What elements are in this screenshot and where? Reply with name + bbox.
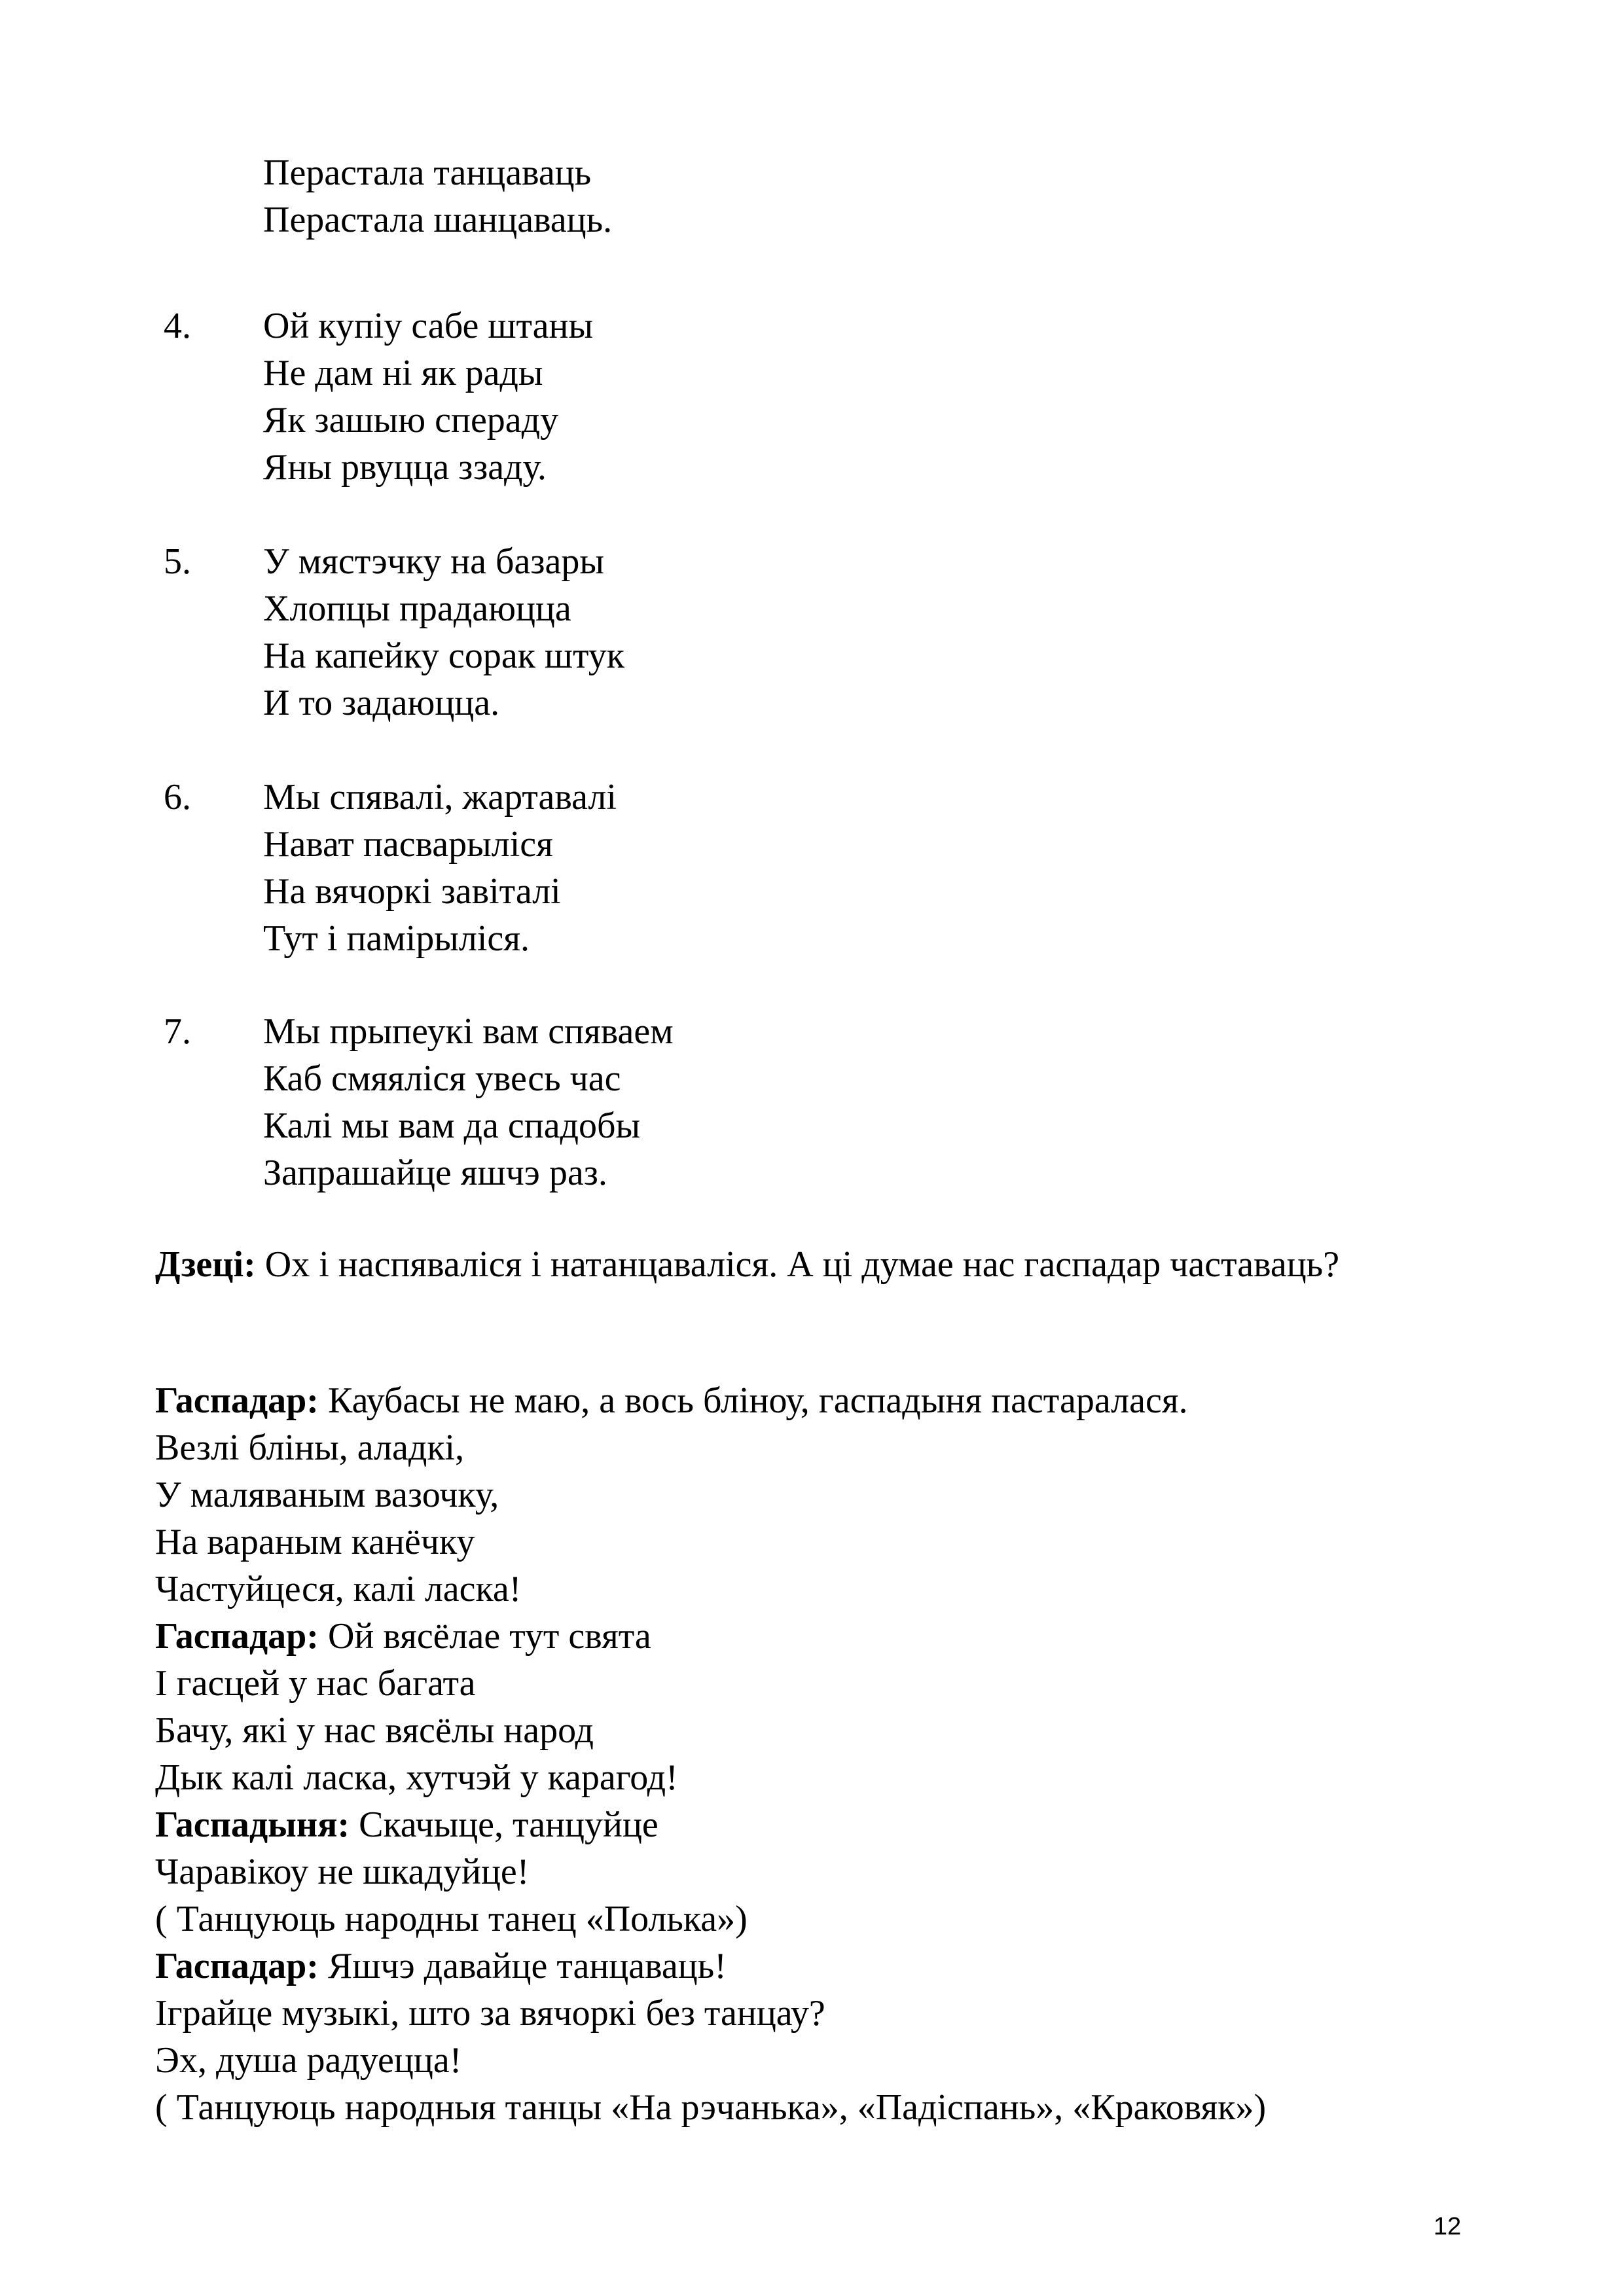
dialogue-paragraph xyxy=(155,1241,1470,1288)
verse-line: У мястэчку на базары xyxy=(263,541,604,582)
page-number: 12 xyxy=(1434,2213,1462,2240)
dialogue-text: Чаравікоу не шкадуйце! xyxy=(155,1852,530,1892)
speaker-label: Гаспадар: xyxy=(155,1380,319,1421)
verse-line: Хлопцы прадаюцца xyxy=(263,588,571,629)
dialogue-text: І гасцей у нас багата xyxy=(155,1663,476,1704)
speaker-label: Гаспадыня: xyxy=(155,1804,350,1845)
dialogue-intro xyxy=(155,1241,1470,1288)
verse-line: Перастала шанцаваць. xyxy=(263,200,613,240)
dialogue-line xyxy=(155,1471,1266,1518)
dialogue-line xyxy=(155,1518,1266,1566)
dialogue-text: Ой вясёлае тут свята xyxy=(318,1616,651,1657)
speaker-label: Дзеці: xyxy=(155,1244,256,1285)
verse-line: Калі мы вам да спадобы xyxy=(263,1105,641,1146)
dialogue-line xyxy=(155,1377,1266,1424)
dialogue-line xyxy=(155,1707,1266,1754)
dialogue-text: Дык калі ласка, хутчэй у карагод! xyxy=(155,1757,678,1798)
dialogue-line xyxy=(155,1943,1266,1990)
dialogue-text: Частуйцеся, калі ласка! xyxy=(155,1569,522,1609)
dialogue-line xyxy=(155,1848,1266,1895)
dialogue-text: На вараным канёчку xyxy=(155,1522,475,1562)
dialogue-text: Бачу, які у нас вясёлы народ xyxy=(155,1710,594,1751)
speaker-label: Гаспадар: xyxy=(155,1616,319,1657)
dialogue-text: Эх, душа радуецца! xyxy=(155,2040,462,2081)
stage-direction xyxy=(155,2084,1266,2131)
dialogue-line xyxy=(155,1613,1266,1660)
stanza-number: 4. xyxy=(164,306,191,346)
dialogue-line xyxy=(155,1566,1266,1613)
verse-line: На вячоркі завіталі xyxy=(263,871,561,912)
dialogue-line xyxy=(155,1660,1266,1707)
dialogue-line xyxy=(155,2037,1266,2084)
stanza-number: 5. xyxy=(164,541,191,582)
dialogue-line xyxy=(155,1990,1266,2037)
verse-line: Тут і памірыліся. xyxy=(263,918,530,959)
stanza-continuation xyxy=(263,149,612,243)
dialogue-line xyxy=(155,1801,1266,1848)
verse-line: Мы спявалі, жартавалі xyxy=(263,777,617,817)
dialogue-line xyxy=(155,1424,1266,1471)
dialogue-text: Ох і наспяваліся і натанцаваліся. А ці думае нас гаспадар частаваць? xyxy=(264,1244,1340,1285)
dialogue-text: Іграйце музыкі, што за вячоркі без танцау? xyxy=(155,1993,825,2034)
dialogue-text: ( Танцуюць народныя танцы «На рэчанька», «Падіспань», «Краковяк») xyxy=(155,2087,1267,2128)
verse-line: На капейку сорак штук xyxy=(263,636,624,676)
verse-line: Не дам ні як рады xyxy=(263,353,543,393)
dialogue-text: Каубасы не маю, а вось бліноу, гаспадыня пастаралася. xyxy=(318,1380,1188,1421)
dialogue-line xyxy=(155,1754,1266,1801)
verse-line: Запрашайце яшчэ раз. xyxy=(263,1153,607,1193)
dialogue-text: Яшчэ давайце танцаваць! xyxy=(318,1946,727,1986)
dialogue-section xyxy=(155,1377,1266,2131)
verse-line: Яны рвуцца ззаду. xyxy=(263,447,547,488)
dialogue-text: У маляваным вазочку, xyxy=(155,1475,499,1515)
verse-line: Мы прыпеукі вам спяваем xyxy=(263,1011,674,1052)
stanza-number: 6. xyxy=(164,777,191,817)
stanza-number: 7. xyxy=(164,1011,191,1052)
dialogue-text: Везлі бліны, аладкі, xyxy=(155,1427,465,1468)
speaker-label: Гаспадар: xyxy=(155,1946,319,1986)
verse-line: Ой купіу сабе штаны xyxy=(263,306,594,346)
verse-line: Як зашыю спераду xyxy=(263,400,559,440)
verse-line: И то задаюцца. xyxy=(263,683,500,723)
dialogue-text: ( Танцуюць народны танец «Полька») xyxy=(155,1899,748,1939)
verse-line: Каб смяяліся увесь час xyxy=(263,1058,621,1099)
verse-line: Перастала танцаваць xyxy=(263,152,592,193)
dialogue-text: Скачыце, танцуйце xyxy=(350,1804,659,1845)
verse-line: Нават пасварыліся xyxy=(263,824,553,865)
stage-direction xyxy=(155,1895,1266,1943)
